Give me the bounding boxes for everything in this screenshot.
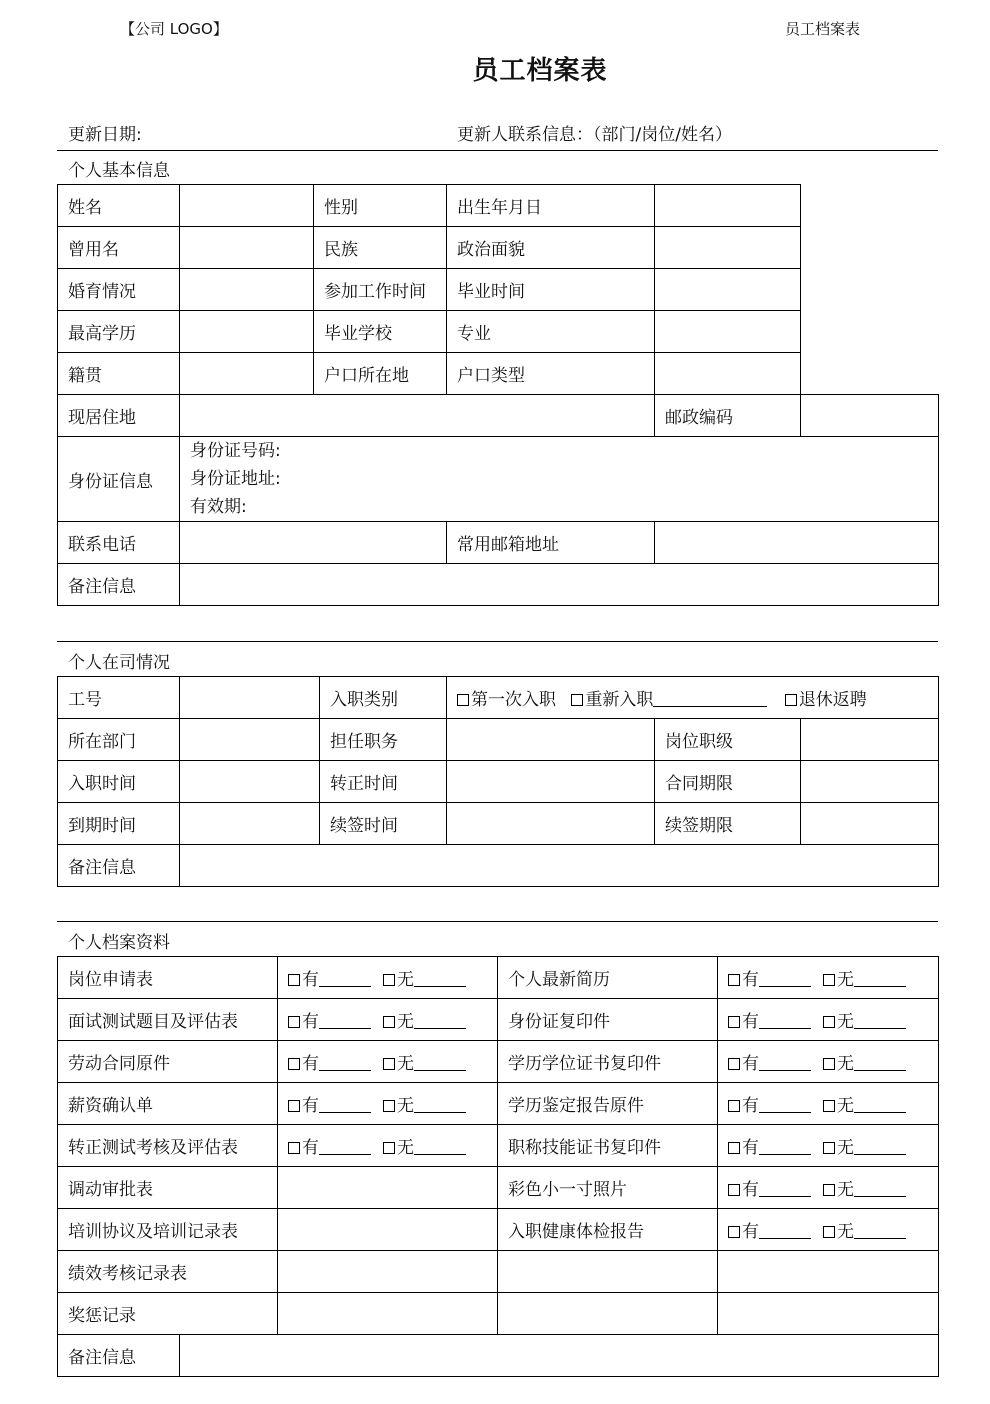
option-no[interactable] [383,1049,466,1074]
archive-check-right [718,957,939,999]
table-row [58,845,939,887]
option-yes[interactable] [288,1091,371,1116]
entry-type-options [447,677,939,719]
checkbox-icon [823,1142,835,1154]
table-row [58,1209,939,1251]
entry-time-field[interactable] [180,761,320,803]
archive-item-left: 薪资确认单 [58,1083,278,1125]
hukou-type-field[interactable] [655,353,801,395]
option-retire[interactable] [785,685,867,710]
option-label: 有 [742,1054,759,1074]
option-label: 第一次入职 [471,690,556,710]
archive-item-left: 奖惩记录 [58,1293,278,1335]
major-field[interactable] [655,311,801,353]
updater-label: 更新人联系信息：（部门/岗位/姓名） [457,125,732,145]
archive-item-left: 劳动合同原件 [58,1041,278,1083]
label-phone: 联系电话 [58,522,180,564]
table-row [58,269,939,311]
checkbox-icon [383,1058,395,1070]
remark-field[interactable] [180,564,939,606]
option-label: 有 [302,1138,319,1158]
checkbox-icon [728,1100,740,1112]
renew-term-field[interactable] [801,803,939,845]
former-name-field[interactable] [180,227,314,268]
label-political: 政治面貌 [447,227,655,269]
archive-item-right: 学历鉴定报告原件 [498,1083,718,1125]
label-grade: 岗位职级 [655,719,801,761]
yes-blank[interactable] [759,1014,811,1029]
label-grad-time: 毕业时间 [447,269,655,311]
section-title-archive: 个人档案资料 [68,933,170,953]
option-yes[interactable] [728,1175,811,1200]
grade-field[interactable] [801,719,939,761]
divider [57,150,938,151]
birth-field[interactable] [655,185,801,227]
table-row [58,353,939,395]
table-row [58,677,939,719]
remark-field[interactable] [180,1335,939,1377]
yes-blank[interactable] [319,1056,371,1071]
label-birth: 出生年月日 [447,185,655,227]
checkbox-icon [728,1226,740,1238]
archive-check-left[interactable] [278,1251,498,1293]
id-valid-label: 有效期: [190,497,247,517]
option-no[interactable] [823,965,906,990]
value-cell-pair [180,185,447,227]
section-title-employment: 个人在司情况 [68,653,170,673]
label-renew-time: 续签时间 [320,803,447,845]
checkbox-icon [383,1142,395,1154]
option-label: 无 [397,1012,414,1032]
name-field[interactable] [180,185,314,226]
archive-item-right: 彩色小一寸照片 [498,1167,718,1209]
yes-blank[interactable] [759,1224,811,1239]
checkbox-icon [728,974,740,986]
checkbox-icon [823,1058,835,1070]
yes-blank[interactable] [319,1098,371,1113]
checkbox-icon [288,1016,300,1028]
table-row [58,395,939,437]
label-school: 毕业学校 [324,324,392,344]
table-row [58,803,939,845]
no-blank[interactable] [414,1098,466,1113]
archive-item-right: 学历学位证书复印件 [498,1041,718,1083]
option-yes[interactable] [728,965,811,990]
option-yes[interactable] [728,1049,811,1074]
option-label: 有 [742,1222,759,1242]
archive-check-left [278,957,498,999]
option-no[interactable] [823,1175,906,1200]
option-label: 无 [837,1054,854,1074]
option-first-entry[interactable] [457,685,556,710]
id-number-label: 身份证号码: [190,441,281,461]
archive-check-left[interactable] [278,1209,498,1251]
option-yes[interactable] [728,1007,811,1032]
phone-field[interactable] [180,522,447,564]
archive-check-left [278,1083,498,1125]
native-field[interactable] [180,353,314,394]
yes-blank[interactable] [759,1182,811,1197]
table-row [58,761,939,803]
option-label: 有 [742,1096,759,1116]
table-row [58,957,939,999]
label-contract-term: 合同期限 [655,761,801,803]
yes-blank[interactable] [759,1140,811,1155]
archive-item-left: 岗位申请表 [58,957,278,999]
checkbox-icon [823,1184,835,1196]
label-regular-time: 转正时间 [320,761,447,803]
option-yes[interactable] [728,1217,811,1242]
table-row [58,719,939,761]
education-field[interactable] [180,311,314,352]
archive-check-right [718,1167,939,1209]
archive-table [57,956,939,1377]
table-row [58,999,939,1041]
no-blank[interactable] [854,1056,906,1071]
label-major: 专业 [447,311,655,353]
checkbox-icon [288,1100,300,1112]
label-department: 所在部门 [58,719,180,761]
option-label: 有 [302,1096,319,1116]
table-row [58,437,939,522]
no-blank[interactable] [854,1098,906,1113]
checkbox-icon [823,1100,835,1112]
checkbox-icon [728,1184,740,1196]
checkbox-icon [728,1058,740,1070]
label-emp-no: 工号 [58,677,180,719]
archive-check-left[interactable] [278,1293,498,1335]
archive-item-left: 培训协议及培训记录表 [58,1209,278,1251]
label-remark: 备注信息 [58,1335,180,1377]
option-no[interactable] [383,1133,466,1158]
table-row [58,1125,939,1167]
doc-name: 员工档案表 [784,20,860,38]
option-label: 无 [837,1180,854,1200]
option-no[interactable] [823,1007,906,1032]
contract-term-field[interactable] [801,761,939,803]
archive-item-right: 职称技能证书复印件 [498,1125,718,1167]
label-gender: 性别 [324,198,358,218]
label-name: 姓名 [58,185,180,227]
label-hukou-place: 户口所在地 [324,366,409,386]
employment-table [57,676,939,887]
checkbox-icon [728,1142,740,1154]
yes-blank[interactable] [319,1140,371,1155]
postcode-field[interactable] [801,395,939,437]
option-yes[interactable] [728,1133,811,1158]
no-blank[interactable] [414,972,466,987]
archive-check-left [278,1125,498,1167]
archive-check-right [718,999,939,1041]
checkbox-icon [383,1100,395,1112]
table-row [58,564,939,606]
table-row [58,1083,939,1125]
label-id-info: 身份证信息 [58,437,180,522]
table-row [58,522,939,564]
option-label: 有 [742,1138,759,1158]
table-row [58,1335,939,1377]
remark-field[interactable] [180,845,939,887]
renew-time-field[interactable] [447,803,655,845]
label-education: 最高学历 [58,311,180,353]
no-blank[interactable] [854,1140,906,1155]
option-no[interactable] [823,1133,906,1158]
value-cell-pair [180,311,447,353]
archive-check-right[interactable] [718,1251,939,1293]
no-blank[interactable] [854,972,906,987]
emp-no-field[interactable] [180,677,320,719]
option-label: 退休返聘 [798,690,867,710]
option-no[interactable] [383,1091,466,1116]
grad-time-field[interactable] [655,269,801,311]
label-entry-time: 入职时间 [58,761,180,803]
option-no[interactable] [383,1007,466,1032]
page-title: 员工档案表 [472,56,608,86]
label-hukou-type: 户口类型 [447,353,655,395]
table-row [58,185,939,227]
archive-check-left [278,999,498,1041]
label-work-start: 参加工作时间 [324,282,426,302]
option-label: 重新入职 [585,690,654,710]
company-logo: 【公司 LOGO】 [120,20,228,38]
option-label: 有 [302,1012,319,1032]
archive-item-left: 绩效考核记录表 [58,1251,278,1293]
label-expiry-time: 到期时间 [58,803,180,845]
archive-check-right[interactable] [718,1293,939,1335]
no-blank[interactable] [854,1182,906,1197]
checkbox-icon [571,694,583,706]
no-blank[interactable] [414,1056,466,1071]
checkbox-icon [288,1058,300,1070]
option-label: 无 [397,1096,414,1116]
option-label: 有 [302,970,319,990]
address-field[interactable] [180,395,655,437]
checkbox-icon [785,694,797,706]
table-row [58,1167,939,1209]
checkbox-icon [288,1142,300,1154]
option-yes[interactable] [288,1007,371,1032]
option-no[interactable] [823,1091,906,1116]
value-cell-pair [180,353,447,395]
checkbox-icon [383,1016,395,1028]
archive-check-right [718,1125,939,1167]
option-label: 无 [397,970,414,990]
label-entry-type: 入职类别 [320,677,447,719]
checkbox-icon [823,1016,835,1028]
archive-item-right: 个人最新简历 [498,957,718,999]
archive-item-right [498,1293,718,1335]
option-label: 无 [397,1054,414,1074]
archive-check-right [718,1041,939,1083]
yes-blank[interactable] [759,1056,811,1071]
rehire-blank[interactable] [653,692,767,707]
archive-check-right [718,1209,939,1251]
label-duty: 担任职务 [320,719,447,761]
label-native: 籍贯 [58,353,180,395]
value-cell-pair [180,269,447,311]
option-yes[interactable] [728,1091,811,1116]
archive-item-right: 入职健康体检报告 [498,1209,718,1251]
archive-check-right [718,1083,939,1125]
option-label: 有 [302,1054,319,1074]
option-yes[interactable] [288,965,371,990]
label-postcode: 邮政编码 [655,395,801,437]
yes-blank[interactable] [759,1098,811,1113]
option-no[interactable] [383,965,466,990]
checkbox-icon [457,694,469,706]
marital-field[interactable] [180,269,314,310]
update-date-label: 更新日期: [68,125,142,145]
option-rehire[interactable] [571,685,767,710]
table-row [58,1293,939,1335]
archive-check-left[interactable] [278,1167,498,1209]
divider [57,641,938,642]
duty-field[interactable] [447,719,655,761]
label-email: 常用邮箱地址 [447,522,655,564]
email-field[interactable] [655,522,939,564]
divider [57,921,938,922]
no-blank[interactable] [854,1224,906,1239]
option-label: 无 [837,1222,854,1242]
option-label: 无 [837,1096,854,1116]
table-row [58,1041,939,1083]
option-label: 无 [397,1138,414,1158]
option-label: 有 [742,1180,759,1200]
option-no[interactable] [823,1049,906,1074]
option-label: 无 [837,1138,854,1158]
archive-item-left: 面试测试题目及评估表 [58,999,278,1041]
archive-item-right: 身份证复印件 [498,999,718,1041]
option-no[interactable] [823,1217,906,1242]
no-blank[interactable] [414,1014,466,1029]
label-remark: 备注信息 [58,564,180,606]
id-info-field[interactable] [180,437,939,522]
id-address-label: 身份证地址: [190,469,281,489]
checkbox-icon [823,974,835,986]
label-renew-term: 续签期限 [655,803,801,845]
option-yes[interactable] [288,1049,371,1074]
label-former-name: 曾用名 [58,227,180,269]
option-label: 有 [742,1012,759,1032]
label-marital: 婚育情况 [58,269,180,311]
checkbox-icon [728,1016,740,1028]
checkbox-icon [823,1226,835,1238]
checkbox-icon [383,974,395,986]
yes-blank[interactable] [319,972,371,987]
table-row [58,227,939,269]
expiry-time-field[interactable] [180,803,320,845]
option-label: 无 [837,970,854,990]
yes-blank[interactable] [759,972,811,987]
no-blank[interactable] [414,1140,466,1155]
option-label: 有 [742,970,759,990]
archive-item-left: 调动审批表 [58,1167,278,1209]
option-label: 无 [837,1012,854,1032]
regular-time-field[interactable] [447,761,655,803]
value-cell-pair [180,227,447,269]
table-row [58,311,939,353]
table-row [58,1251,939,1293]
checkbox-icon [288,974,300,986]
political-field[interactable] [655,227,801,269]
archive-check-left [278,1041,498,1083]
department-field[interactable] [180,719,320,761]
option-yes[interactable] [288,1133,371,1158]
archive-item-left: 转正测试考核及评估表 [58,1125,278,1167]
label-remark: 备注信息 [58,845,180,887]
label-ethnicity: 民族 [324,240,358,260]
section-title-basic: 个人基本信息 [68,161,170,181]
archive-item-right [498,1251,718,1293]
label-address: 现居住地 [58,395,180,437]
basic-info-table [57,184,939,606]
no-blank[interactable] [854,1014,906,1029]
yes-blank[interactable] [319,1014,371,1029]
